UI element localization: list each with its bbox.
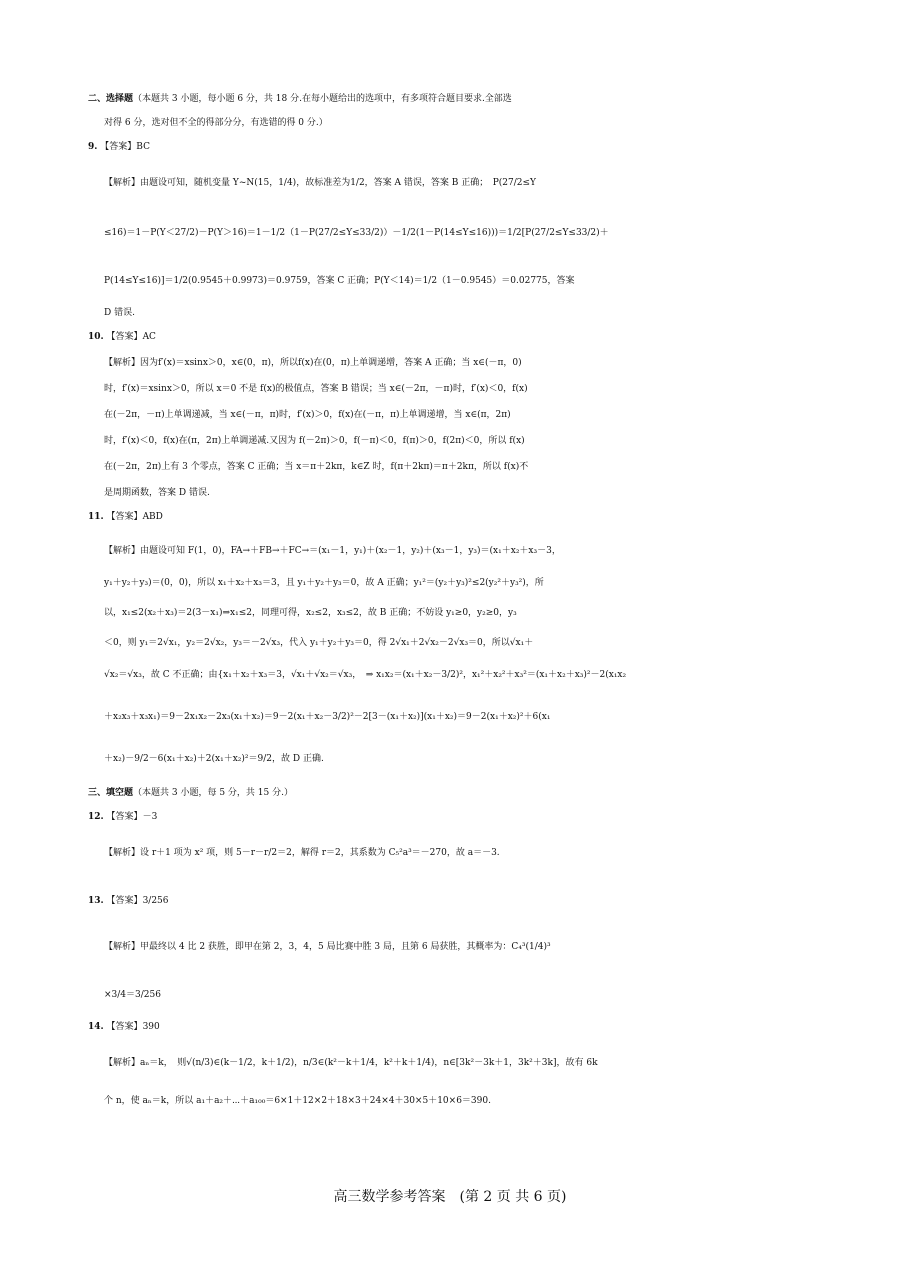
q9-analysis-tag: 【解析】 — [104, 178, 141, 188]
section2-note-line1: （本题共 3 小题，每小题 6 分，共 18 分.在每小题给出的选项中，有多项符合题目要求.全部选 — [133, 94, 512, 104]
q9-line: D 错误. — [104, 308, 135, 318]
q13-header — [88, 890, 900, 912]
q14-analysis-line1 — [104, 1052, 900, 1074]
q10-analysis-line1 — [104, 352, 900, 374]
q12-number: 12. — [88, 812, 104, 822]
q11-line: ＜0，则 y₁＝2√x₁，y₂＝2√x₂，y₃＝－2√x₃，代入 y₁＋y₂＋y₃＝0，得 2√x₁＋2√x₂－2√x₃＝0，所以√x₁＋ — [104, 638, 534, 648]
page-footer: 高三数学参考答案 (第 2 页 共 6 页) — [333, 1189, 567, 1205]
q11-answer: ABD — [142, 512, 163, 522]
q12-analysis-line1 — [104, 842, 900, 864]
q10-answer: AC — [142, 332, 156, 342]
q11-analysis-line1 — [104, 540, 900, 562]
q14-answer-tag: 【答案】 — [106, 1022, 143, 1032]
q9-analysis-line1 — [104, 172, 900, 194]
q12-header — [88, 806, 900, 828]
q10-line: 在(－2π，2π)上有 3 个零点，答案 C 正确；当 x＝π＋2kπ，k∈Z 时，f(π＋2kπ)＝π＋2kπ，所以 f(x)不 — [104, 462, 529, 472]
q12-line: 设 r＋1 项为 x² 项，则 5－r－r/2＝2，解得 r＝2，其系数为 C₅²a³＝－270，故 a＝－3. — [140, 848, 500, 858]
q10-answer-tag: 【答案】 — [106, 332, 143, 342]
q14-line: 个 n，使 aₙ＝k，所以 a₁＋a₂＋⋯＋a₁₀₀＝6×1＋12×2＋18×3＋24×4＋30×5＋10×6＝390. — [104, 1096, 491, 1106]
q9-answer-tag: 【答案】 — [100, 142, 137, 152]
section3-heading — [88, 782, 900, 804]
q10-line: 时，f′(x)＜0，f(x)在(π，2π)上单调递减.又因为 f(－2π)＞0，f(－π)＜0，f(π)＞0，f(2π)＜0，所以 f(x) — [104, 436, 525, 446]
q9-number: 9. — [88, 142, 98, 152]
q11-line: 由题设可知 F(1，0)，FA→＋FB→＋FC→＝(x₁－1，y₁)＋(x₂－1，y₂)＋(x₃－1，y₃)＝(x₁＋x₂＋x₃－3， — [140, 546, 561, 556]
q10-line: 时，f′(x)＝xsinx＞0，所以 x＝0 不是 f(x)的极值点，答案 B 错误；当 x∈(－2π，－π)时，f′(x)＜0，f(x) — [104, 384, 528, 394]
q11-line: ＋x₂)－9/2－6(x₁＋x₂)＋2(x₁＋x₂)²＝9/2，故 D 正确. — [104, 754, 324, 764]
q11-line: y₁＋y₂＋y₃)＝(0，0)，所以 x₁＋x₂＋x₃＝3，且 y₁＋y₂＋y₃＝0，故 A 正确；y₁²＝(y₂＋y₃)²≤2(y₂²＋y₃²)，所 — [104, 578, 544, 588]
q10-analysis-tag: 【解析】 — [104, 358, 141, 368]
q13-line: 甲最终以 4 比 2 获胜，即甲在第 2，3，4，5 局比赛中胜 3 局，且第 6 局获胜，其概率为：C₄³(1/4)³ — [140, 942, 551, 952]
q13-answer: 3/256 — [142, 896, 169, 906]
q10-number: 10. — [88, 332, 104, 342]
q14-line: aₙ＝k， 则√(n/3)∈(k－1/2，k＋1/2)，n/3∈(k²－k＋1/4，k²＋k＋1/4)，n∈[3k²－3k＋1，3k²＋3k]，故有 6k — [140, 1058, 598, 1068]
q12-answer-tag: 【答案】 — [106, 812, 143, 822]
q11-analysis-tag: 【解析】 — [104, 546, 141, 556]
q10-line: 在(－2π，－π)上单调递减，当 x∈(－π，π)时，f′(x)＞0，f(x)在(－π，π)上单调递增，当 x∈(π，2π) — [104, 410, 511, 420]
q14-answer: 390 — [142, 1022, 160, 1032]
q13-analysis-tag: 【解析】 — [104, 942, 141, 952]
q12-analysis-tag: 【解析】 — [104, 848, 141, 858]
q12-answer: －3 — [142, 812, 158, 822]
q10-header — [88, 326, 900, 348]
q11-number: 11. — [88, 512, 104, 522]
q11-line: ＋x₂x₃＋x₃x₁)＝9－2x₁x₂－2x₃(x₁＋x₂)＝9－2(x₁＋x₂－3/2)²－2[3－(x₁＋x₂)](x₁＋x₂)＝9－2(x₁＋x₂)²＋6(x₁ — [104, 712, 551, 722]
section3-note: （本题共 3 小题，每 5 分，共 15 分.） — [133, 788, 293, 798]
q9-line: 由题设可知，随机变量 Y~N(15，1/4)，故标准差为1/2，答案 A 错误，答案 B 正确； P(27/2≤Y — [140, 178, 536, 188]
q9-line: ≤16)＝1－P(Y＜27/2)－P(Y＞16)＝1－1/2（1－P(27/2≤Y≤33/2)）－1/2(1－P(14≤Y≤16)))＝1/2[P(27/2≤Y≤33/2)＋ — [104, 228, 609, 238]
q10-line: 是周期函数，答案 D 错误. — [104, 488, 210, 498]
q13-analysis-line1 — [104, 936, 900, 958]
q9-header — [88, 136, 900, 158]
q14-number: 14. — [88, 1022, 104, 1032]
q14-header — [88, 1016, 900, 1038]
q9-answer: BC — [136, 142, 150, 152]
section3-title: 三、填空题 — [88, 788, 134, 798]
q11-line: 以，x₁≤2(x₂＋x₃)＝2(3－x₁)⇒x₁≤2，同理可得，x₂≤2，x₃≤2，故 B 正确；不妨设 y₁≥0，y₂≥0，y₃ — [104, 608, 517, 618]
q11-answer-tag: 【答案】 — [106, 512, 143, 522]
q13-number: 13. — [88, 896, 104, 906]
q11-line: √x₂＝√x₃，故 C 不正确；由{x₁＋x₂＋x₃＝3，√x₁＋√x₂＝√x₃， ⇒ x₁x₂＝(x₁＋x₂－3/2)²，x₁²＋x₂²＋x₃²＝(x₁＋x₂＋x₃)²－2(x₁x₂ — [104, 670, 627, 680]
section2-heading — [88, 88, 900, 110]
q11-header — [88, 506, 900, 528]
section2-title: 二、选择题 — [88, 94, 134, 104]
q13-answer-tag: 【答案】 — [106, 896, 143, 906]
section2-note-line2: 对得 6 分，选对但不全的得部分分，有选错的得 0 分.） — [104, 118, 328, 128]
q10-line: 因为f′(x)＝xsinx＞0，x∈(0，π)，所以f(x)在(0，π)上单调递增，答案 A 正确；当 x∈(－π，0) — [140, 358, 522, 368]
q9-line: P(14≤Y≤16)]＝1/2(0.9545＋0.9973)＝0.9759，答案 C 正确；P(Y＜14)＝1/2（1－0.9545）＝0.02775，答案 — [104, 276, 575, 286]
q13-line: ×3/4＝3/256 — [104, 990, 161, 1000]
q14-analysis-tag: 【解析】 — [104, 1058, 141, 1068]
